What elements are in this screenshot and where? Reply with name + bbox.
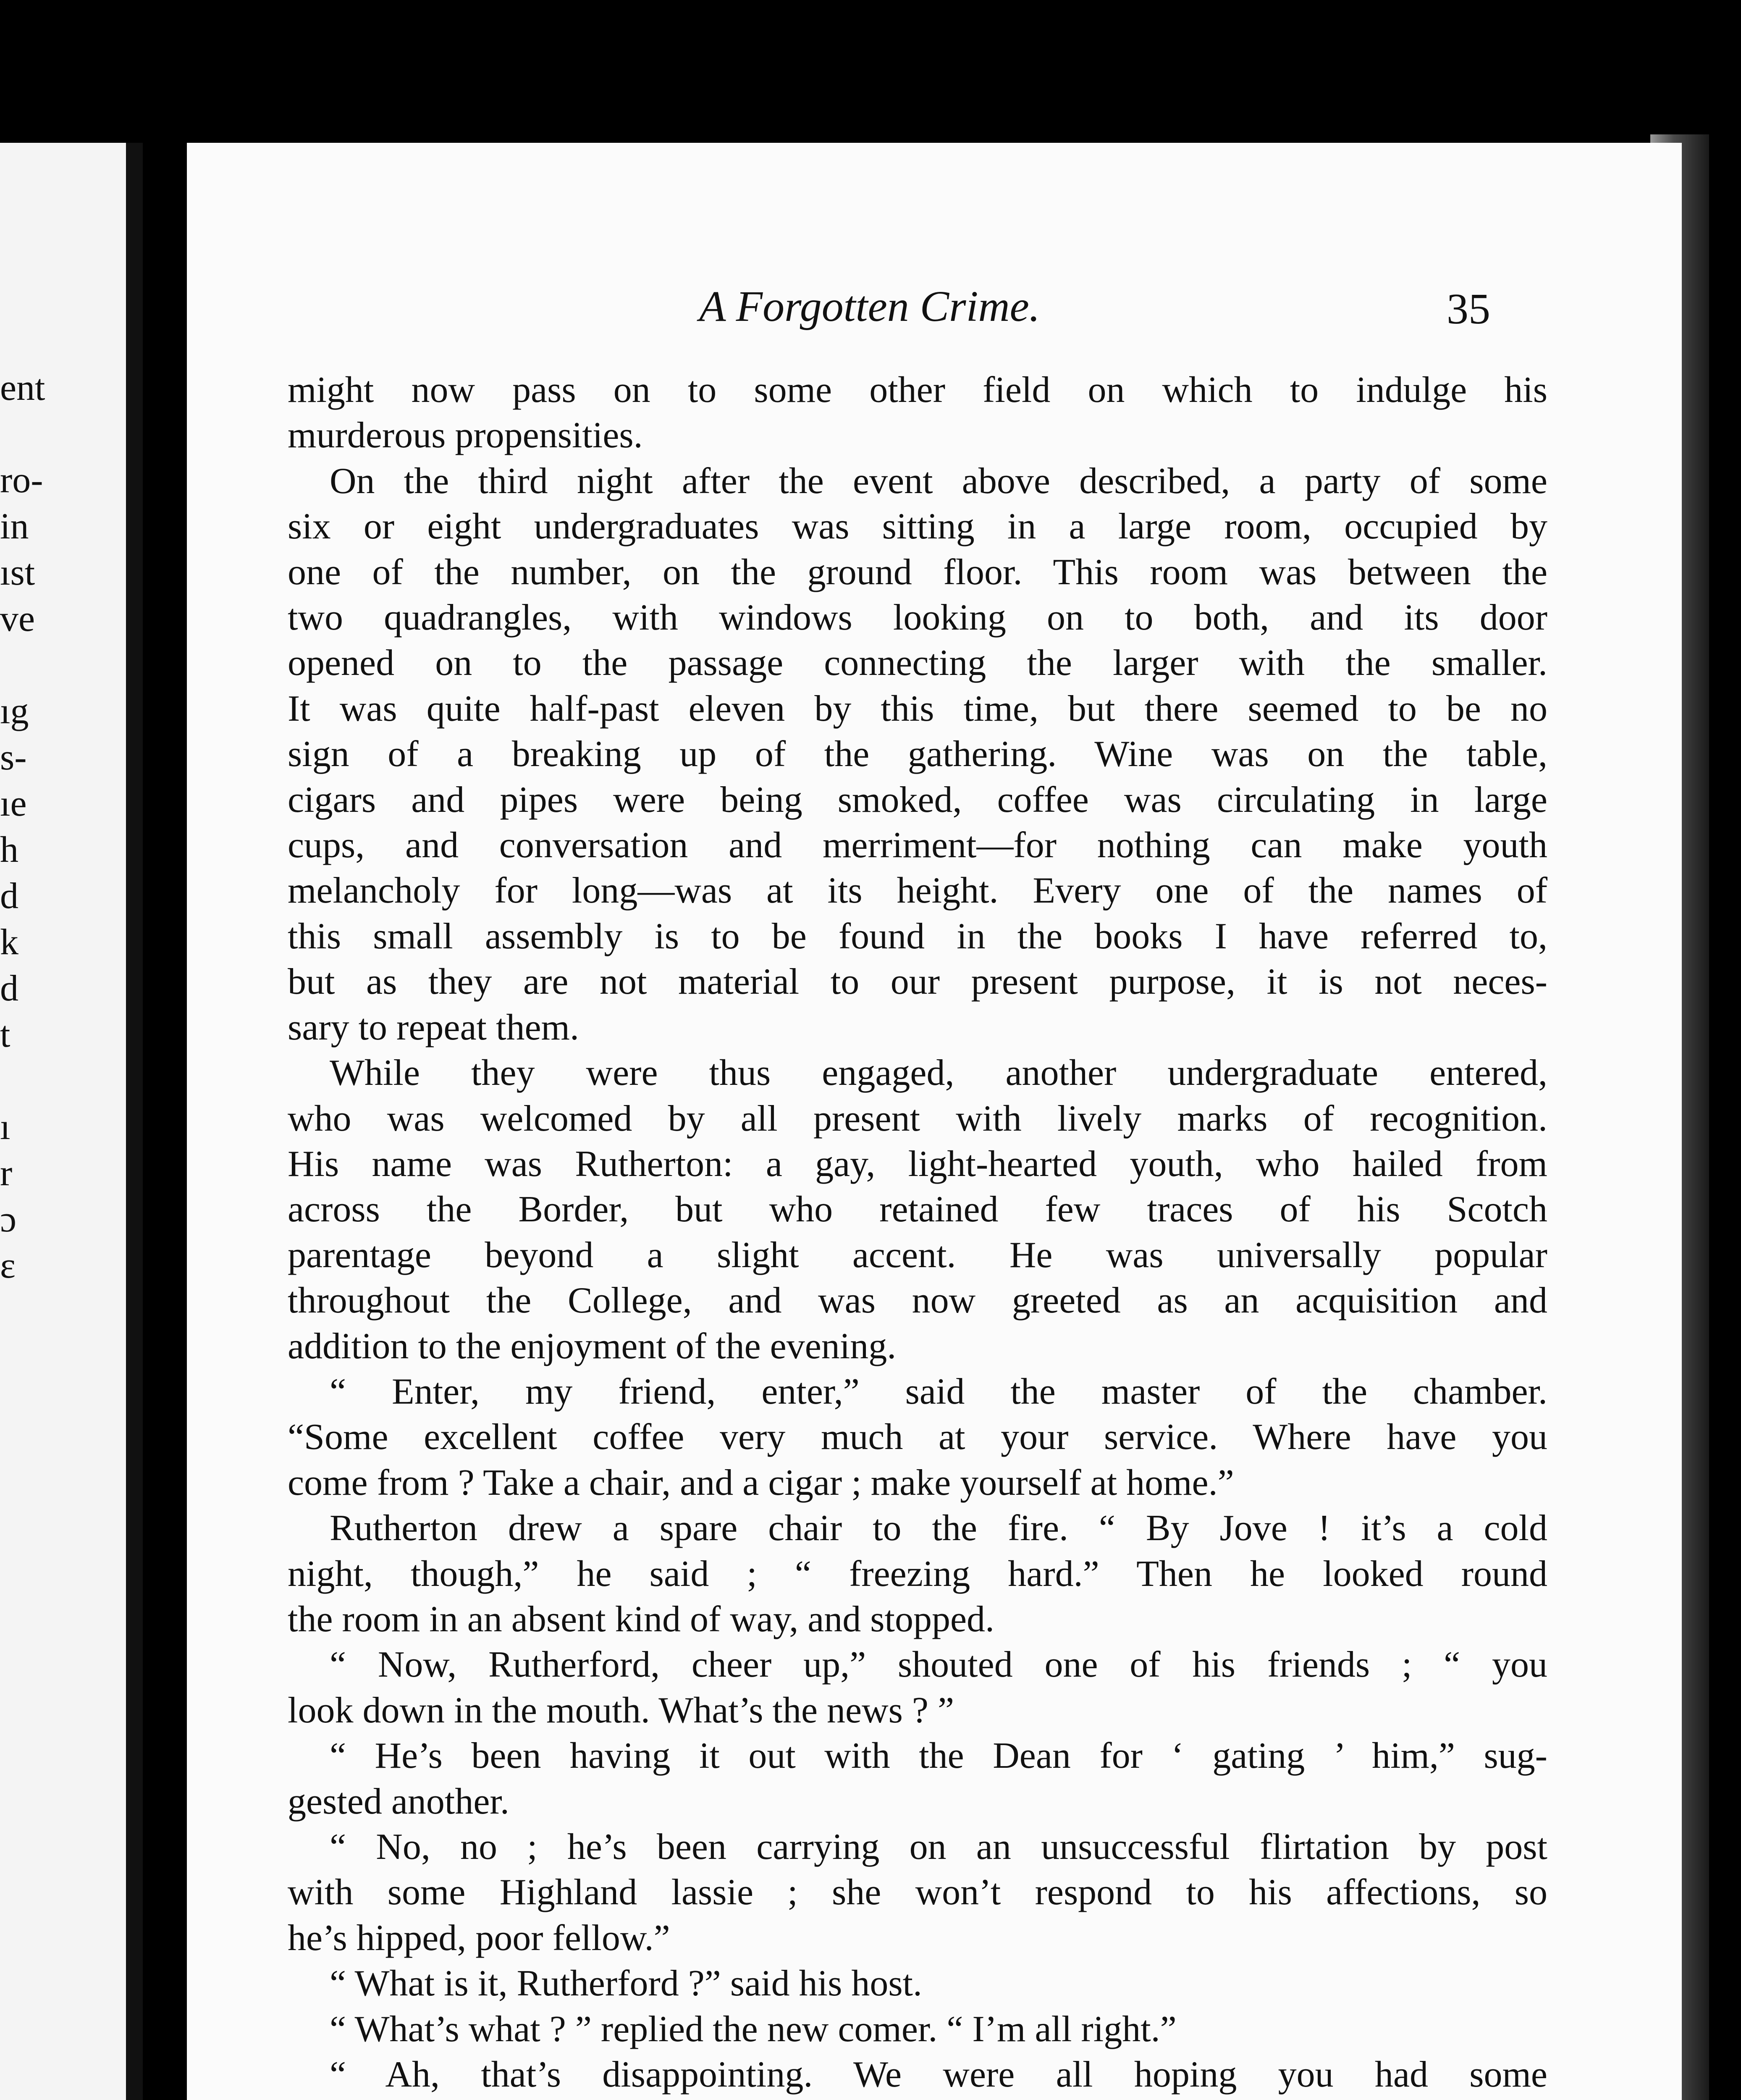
left-fragment-line: ı: [0, 1107, 10, 1147]
text-line: throughout the College, and was now greeted as an acquisition and: [288, 1280, 1547, 1321]
text-line: On the third night after the event above described, a party of some: [330, 460, 1547, 501]
text-line: across the Border, but who retained few traces of his Scotch: [288, 1189, 1547, 1230]
left-fragment-line: ɔ: [0, 1199, 17, 1240]
left-fragment-line: ıg: [0, 691, 29, 732]
text-line: “ He’s been having it out with the Dean for ‘ gating ’ him,” sug-: [330, 1735, 1547, 1777]
text-line: Rutherton drew a spare chair to the fire. “ By Jove ! it’s a cold: [330, 1508, 1547, 1549]
text-line: gested another.: [288, 1781, 509, 1822]
book-page: [187, 143, 1682, 2100]
left-fragment-line: r: [0, 1153, 13, 1194]
left-fragment-line: ve: [0, 598, 35, 639]
text-line: one of the number, on the ground floor. This room was between the: [288, 551, 1547, 593]
left-fragment-line: in: [0, 506, 29, 547]
text-line: who was welcomed by all present with lively marks of recognition.: [288, 1098, 1547, 1139]
text-line: look down in the mouth. What’s the news ? ”: [288, 1690, 954, 1731]
text-line: with some Highland lassie ; she won’t respond to his affections, so: [288, 1872, 1547, 1913]
text-line: “ Ah, that’s disappointing. We were all hoping you had some: [330, 2054, 1547, 2095]
text-line: two quadrangles, with windows looking on to both, and its door: [288, 597, 1547, 638]
text-line: “ Now, Rutherford, cheer up,” shouted one of his friends ; “ you: [330, 1644, 1547, 1685]
text-line: addition to the enjoyment of the evening.: [288, 1326, 897, 1367]
text-line: It was quite half-past eleven by this time, but there seemed to be no: [288, 688, 1547, 729]
text-line: While they were thus engaged, another undergraduate entered,: [330, 1053, 1547, 1094]
left-fragment-line: ro-: [0, 460, 43, 501]
text-line: he’s hipped, poor fellow.”: [288, 1917, 670, 1958]
text-line: “ What is it, Rutherford ?” said his host.: [330, 1963, 923, 2004]
text-line: opened on to the passage connecting the larger with the smaller.: [288, 643, 1547, 684]
text-line: sary to repeat them.: [288, 1007, 579, 1048]
running-head: [187, 281, 1682, 340]
text-line: six or eight undergraduates was sitting in a large room, occupied by: [288, 506, 1547, 547]
text-line: “ No, no ; he’s been carrying on an unsuccessful flirtation by post: [330, 1827, 1547, 1867]
text-line: might now pass on to some other field on which to indulge his: [288, 370, 1547, 410]
left-fragment-line: s-: [0, 737, 27, 778]
left-fragment-line: ıst: [0, 552, 35, 593]
left-fragment-line: d: [0, 876, 18, 916]
left-fragment-line: ent: [0, 368, 45, 408]
left-fragment-line: h: [0, 830, 18, 870]
text-line: melancholy for long—was at its height. Every one of the names of: [288, 870, 1547, 911]
text-line: sign of a breaking up of the gathering. Wine was on the table,: [288, 734, 1547, 775]
page-number: 35: [1447, 285, 1490, 333]
running-title: A Forgotten Crime.: [699, 282, 1040, 331]
text-line: this small assembly is to be found in the books I have referred to,: [288, 916, 1547, 957]
left-fragment-line: k: [0, 922, 18, 963]
left-fragment-line: d: [0, 968, 18, 1009]
text-line: cigars and pipes were being smoked, coffee was circulating in large: [288, 779, 1547, 820]
body-text: [288, 368, 1547, 2100]
text-line: “ Enter, my friend, enter,” said the master of the chamber.: [330, 1371, 1547, 1412]
text-line: “Some excellent coffee very much at your service. Where have you: [288, 1417, 1547, 1458]
text-line: the room in an absent kind of way, and stopped.: [288, 1599, 995, 1640]
text-line: murderous propensities.: [288, 415, 643, 456]
text-line: His name was Rutherton: a gay, light-hearted youth, who hailed from: [288, 1143, 1547, 1184]
text-line: cups, and conversation and merriment—for nothing can make youth: [288, 825, 1547, 866]
left-fragment-line: ɛ: [0, 1245, 16, 1286]
left-fragment-line: ıe: [0, 783, 27, 824]
text-line: night, though,” he said ; “ freezing hard.” Then he looked round: [288, 1553, 1547, 1594]
text-line: [288, 2097, 1547, 2100]
left-page-fragment: [0, 143, 143, 2100]
text-line: but as they are not material to our present purpose, it is not neces-: [288, 961, 1547, 1003]
left-fragment-line: t: [0, 1014, 10, 1055]
text-line: “ What’s what ? ” replied the new comer. “ I’m all right.”: [330, 2008, 1177, 2050]
text-line: parentage beyond a slight accent. He was universally popular: [288, 1234, 1547, 1276]
text-line: come from ? Take a chair, and a cigar ; make yourself at home.”: [288, 1462, 1234, 1503]
